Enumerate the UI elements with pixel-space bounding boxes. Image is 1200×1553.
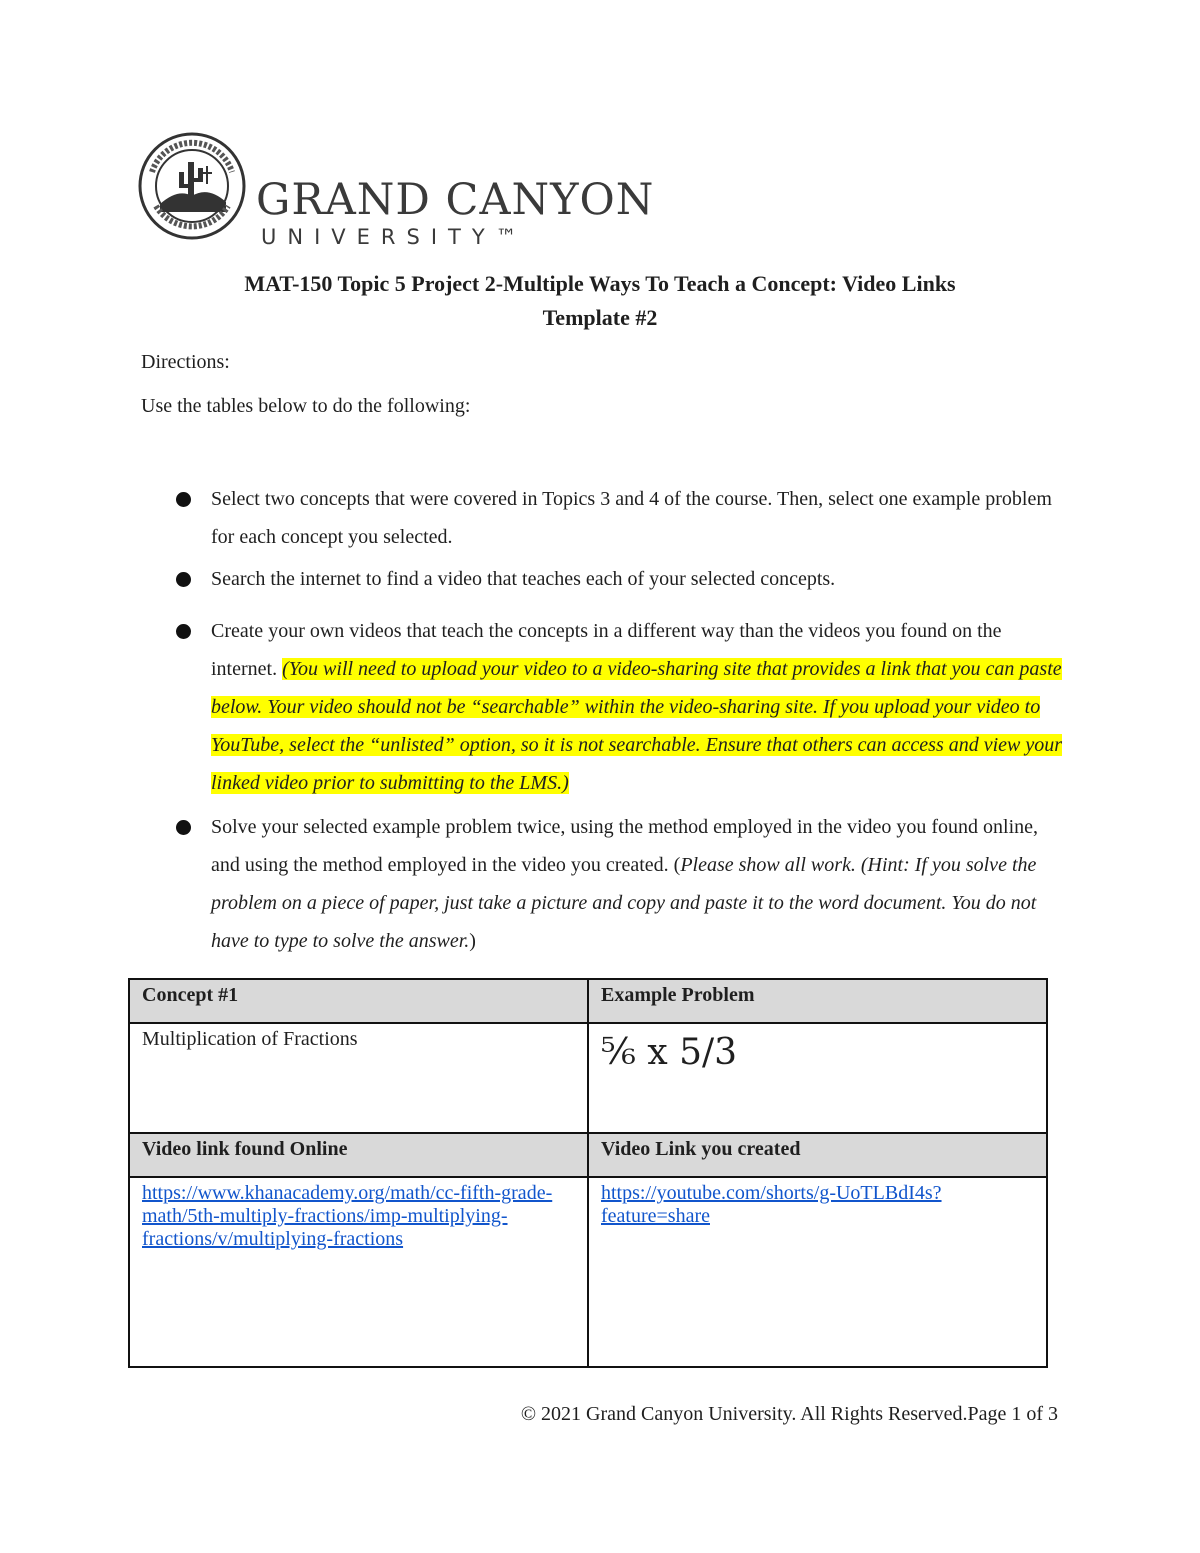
table-row (129, 1023, 1047, 1133)
highlighted-note: (You will need to upload your video to a video-sharing site that provides a link that you can paste below. Your video should not be “searchable” within the video-sharing site. If you upload your video to YouTube, select the “unlisted” option, so it is not searchable. Ensure that others can access and view your linked video prior to submitting to the LMS.) (211, 658, 1063, 794)
document-title (120, 267, 1080, 335)
bullet-icon (176, 572, 191, 587)
italic-note: Please show all work. (Hint: If you solve the problem on a piece of paper, just take a picture and copy and paste it to the word document. You do not have to type to solve the answer. (211, 854, 1037, 952)
table-row (129, 1133, 1047, 1177)
title-line2: Template #2 (542, 305, 658, 330)
bullet-icon (176, 820, 191, 835)
online-link-cell (129, 1177, 588, 1367)
header-video-online: Video link found Online (129, 1133, 588, 1177)
header-example-problem: Example Problem (588, 979, 1047, 1023)
university-name-line2: UNIVERSITY™ (261, 225, 528, 249)
concept-table (128, 978, 1048, 1368)
university-name-line1: GRAND CANYON (256, 175, 655, 225)
list-item (141, 560, 1071, 598)
list-item (141, 612, 1071, 802)
bullet-text: Select two concepts that were covered in Topics 3 and 4 of the course. Then, select one example problem for each concept you selected. (211, 488, 1052, 548)
concept-cell: Multiplication of Fractions (129, 1023, 588, 1133)
bullet-icon (176, 492, 191, 507)
list-item (141, 808, 1071, 960)
directions-list (141, 480, 1071, 960)
created-video-link[interactable]: https://youtube.com/shorts/g-UoTLBdI4s?feature=share (601, 1182, 942, 1227)
table-row (129, 1177, 1047, 1367)
bullet-text: Create your own videos that teach the concepts in a different way than the videos you found on the internet. (211, 620, 1002, 680)
page-footer: © 2021 Grand Canyon University. All Rights Reserved.Page 1 of 3 (520, 1403, 1058, 1425)
intro-text: Use the tables below to do the following: (141, 395, 471, 417)
online-video-link[interactable]: https://www.khanacademy.org/math/cc-fifth-grade-math/5th-multiply-fractions/imp-multiplying-fractions/v/multiplying-fractions (142, 1182, 553, 1250)
directions-label: Directions: (141, 351, 230, 373)
fraction-problem: ⅚ x 5/3 (601, 1032, 738, 1073)
title-line1: MAT-150 Topic 5 Project 2-Multiple Ways To Teach a Concept: Video Links (244, 271, 956, 296)
problem-cell (588, 1023, 1047, 1133)
bullet-text: Solve your selected example problem twice, using the method employed in the video you found online, and using the method employed in the video you created. ( (211, 816, 1039, 876)
bullet-icon (176, 624, 191, 639)
header-video-created: Video Link you created (588, 1133, 1047, 1177)
table-row (129, 979, 1047, 1023)
bullet-text: Search the internet to find a video that teaches each of your selected concepts. (211, 568, 836, 590)
list-item (141, 480, 1071, 556)
created-link-cell (588, 1177, 1047, 1367)
university-seal-icon (138, 132, 246, 240)
university-logo (138, 132, 655, 249)
bullet-tail: ) (469, 930, 476, 952)
header-concept: Concept #1 (129, 979, 588, 1023)
